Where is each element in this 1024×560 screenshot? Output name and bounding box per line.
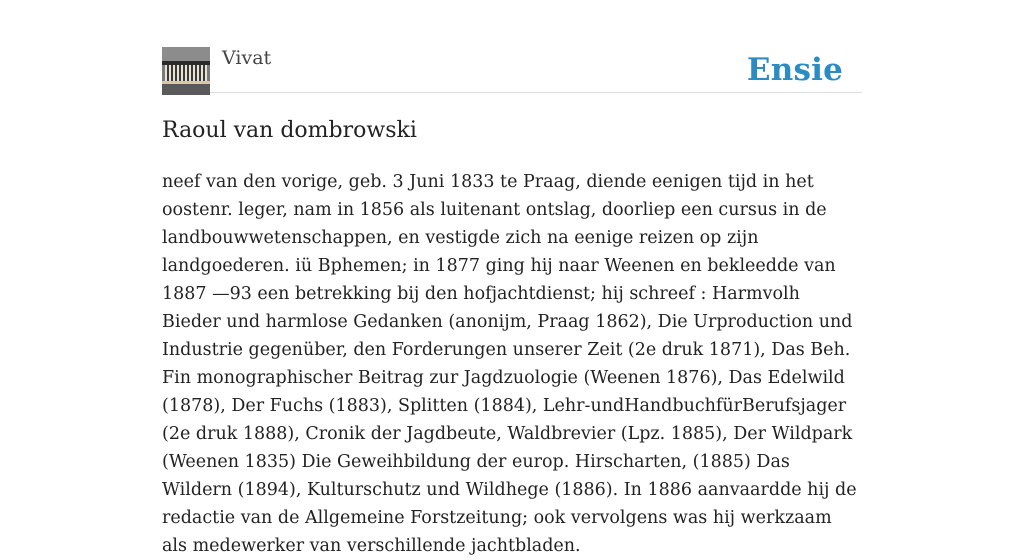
article-body: neef van den vorige, geb. 3 Juni 1833 te Praag, diende eenigen tijd in het oostenr. leger, nam in 1856 als luitenant ontslag, doorliep een cursus in de landbouwwetenschappen, en vestigde zich na eenige reizen op zijn landgoederen. iü Bphemen; in 1877 ging hij naar Weenen en bekleedde van 1887 —93 een betrekking bij den hofjachtdienst; hij schreef : Harmvolh Bieder und harmlose Gedanken (anonijm, Praag 1862), Die Urproduction und Industrie gegenüber, den Forderungen unserer Zeit (2e druk 1871), Das Beh. Fin monographischer Beitrag zur Jagdzuologie (Weenen 1876), Das Edelwild (1878), Der Fuchs (1883), Splitten (1884), Lehr-undHandbuchfürBerufsjager (2e druk 1888), Cronik der Jagdbeute, Waldbrevier (Lpz. 1885), Der Wildpark (Weenen 1835) Die Geweihbildung der europ. Hirscharten, (1885) Das Wildern (1894), Kulturschutz und Wildhege (1886). In 1886 aanvaardde hij de redactie van de Allgemeine Forstzeitung; ook vervolgens was hij werkzaam als medewerker van verschillende jachtbladen. (162, 172, 857, 556)
page-title: Raoul van dombrowski (162, 118, 417, 143)
author-avatar[interactable] (162, 47, 210, 95)
header (162, 46, 862, 93)
avatar-image (162, 47, 210, 95)
author-name-link[interactable]: Vivat (222, 47, 272, 69)
brand-logo-link[interactable]: Ensie (746, 52, 843, 88)
